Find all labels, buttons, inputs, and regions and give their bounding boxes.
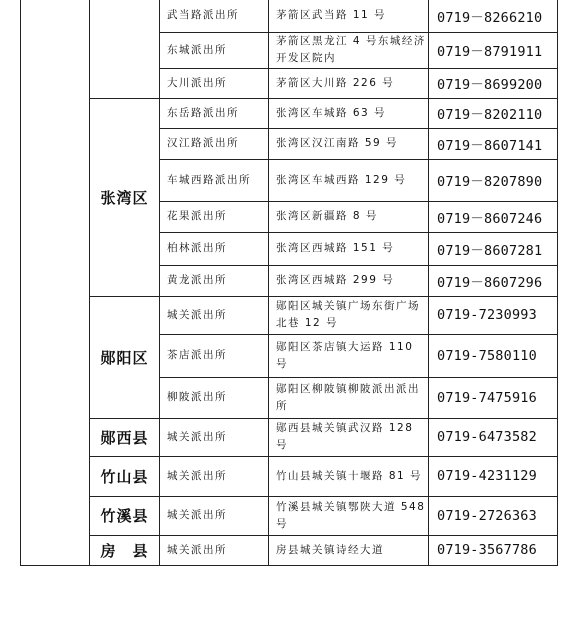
station-name: 城关派出所 bbox=[160, 535, 269, 565]
table-row bbox=[21, 418, 558, 456]
station-address: 竹山县城关镇十堰路 81 号 bbox=[269, 456, 429, 496]
station-address: 茅箭区黑龙江 4 号东城经济开发区院内 bbox=[269, 32, 429, 68]
station-address: 茅箭区大川路 226 号 bbox=[269, 68, 429, 98]
station-name: 武当路派出所 bbox=[160, 0, 269, 32]
station-name: 汉江路派出所 bbox=[160, 128, 269, 159]
station-phone: 0719－8607246 bbox=[429, 201, 558, 232]
station-name: 东城派出所 bbox=[160, 32, 269, 68]
station-address: 房县城关镇诗经大道 bbox=[269, 535, 429, 565]
table-row bbox=[21, 0, 558, 32]
station-phone: 0719－8607281 bbox=[429, 232, 558, 265]
station-name: 柏林派出所 bbox=[160, 232, 269, 265]
station-address: 竹溪县城关镇鄂陕大道 548 号 bbox=[269, 496, 429, 535]
station-name: 柳陂派出所 bbox=[160, 377, 269, 418]
district-name: 张湾区 bbox=[90, 98, 160, 296]
table-row bbox=[21, 535, 558, 565]
station-name: 花果派出所 bbox=[160, 201, 269, 232]
station-phone: 0719－8607296 bbox=[429, 265, 558, 296]
station-phone: 0719-7475916 bbox=[429, 377, 558, 418]
district-name: 竹山县 bbox=[90, 456, 160, 496]
station-address: 张湾区新疆路 8 号 bbox=[269, 201, 429, 232]
station-name: 东岳路派出所 bbox=[160, 98, 269, 128]
table-row bbox=[21, 496, 558, 535]
left-margin-cell bbox=[21, 0, 90, 565]
district-name: 郧西县 bbox=[90, 418, 160, 456]
station-name: 城关派出所 bbox=[160, 496, 269, 535]
station-phone: 0719－8266210 bbox=[429, 0, 558, 32]
station-name: 城关派出所 bbox=[160, 296, 269, 334]
station-name: 车城西路派出所 bbox=[160, 159, 269, 201]
station-name: 城关派出所 bbox=[160, 456, 269, 496]
station-phone: 0719－8607141 bbox=[429, 128, 558, 159]
station-address: 郧西县城关镇武汉路 128 号 bbox=[269, 418, 429, 456]
station-address: 张湾区西城路 151 号 bbox=[269, 232, 429, 265]
district-cell-continued bbox=[90, 0, 160, 98]
station-phone: 0719-3567786 bbox=[429, 535, 558, 565]
district-name: 竹溪县 bbox=[90, 496, 160, 535]
station-address: 郧阳区茶店镇大运路 110 号 bbox=[269, 334, 429, 377]
station-phone: 0719－8202110 bbox=[429, 98, 558, 128]
station-phone: 0719－8699200 bbox=[429, 68, 558, 98]
station-phone: 0719－8791911 bbox=[429, 32, 558, 68]
table-row bbox=[21, 456, 558, 496]
station-phone: 0719-4231129 bbox=[429, 456, 558, 496]
station-address: 张湾区西城路 299 号 bbox=[269, 265, 429, 296]
district-name: 郧阳区 bbox=[90, 296, 160, 418]
station-phone: 0719-7230993 bbox=[429, 296, 558, 334]
station-address: 郧阳区柳陂镇柳陂派出派出所 bbox=[269, 377, 429, 418]
station-phone: 0719-2726363 bbox=[429, 496, 558, 535]
station-address: 张湾区汉江南路 59 号 bbox=[269, 128, 429, 159]
station-address: 张湾区车城路 63 号 bbox=[269, 98, 429, 128]
station-phone: 0719-6473582 bbox=[429, 418, 558, 456]
station-address: 郧阳区城关镇广场东街广场北巷 12 号 bbox=[269, 296, 429, 334]
station-name: 大川派出所 bbox=[160, 68, 269, 98]
district-name: 房 县 bbox=[90, 535, 160, 565]
station-address: 张湾区车城西路 129 号 bbox=[269, 159, 429, 201]
table-row bbox=[21, 296, 558, 334]
station-address: 茅箭区武当路 11 号 bbox=[269, 0, 429, 32]
station-name: 城关派出所 bbox=[160, 418, 269, 456]
table-row bbox=[21, 98, 558, 128]
station-phone: 0719-7580110 bbox=[429, 334, 558, 377]
station-phone: 0719－8207890 bbox=[429, 159, 558, 201]
directory-table bbox=[20, 0, 558, 566]
station-name: 黄龙派出所 bbox=[160, 265, 269, 296]
station-name: 茶店派出所 bbox=[160, 334, 269, 377]
